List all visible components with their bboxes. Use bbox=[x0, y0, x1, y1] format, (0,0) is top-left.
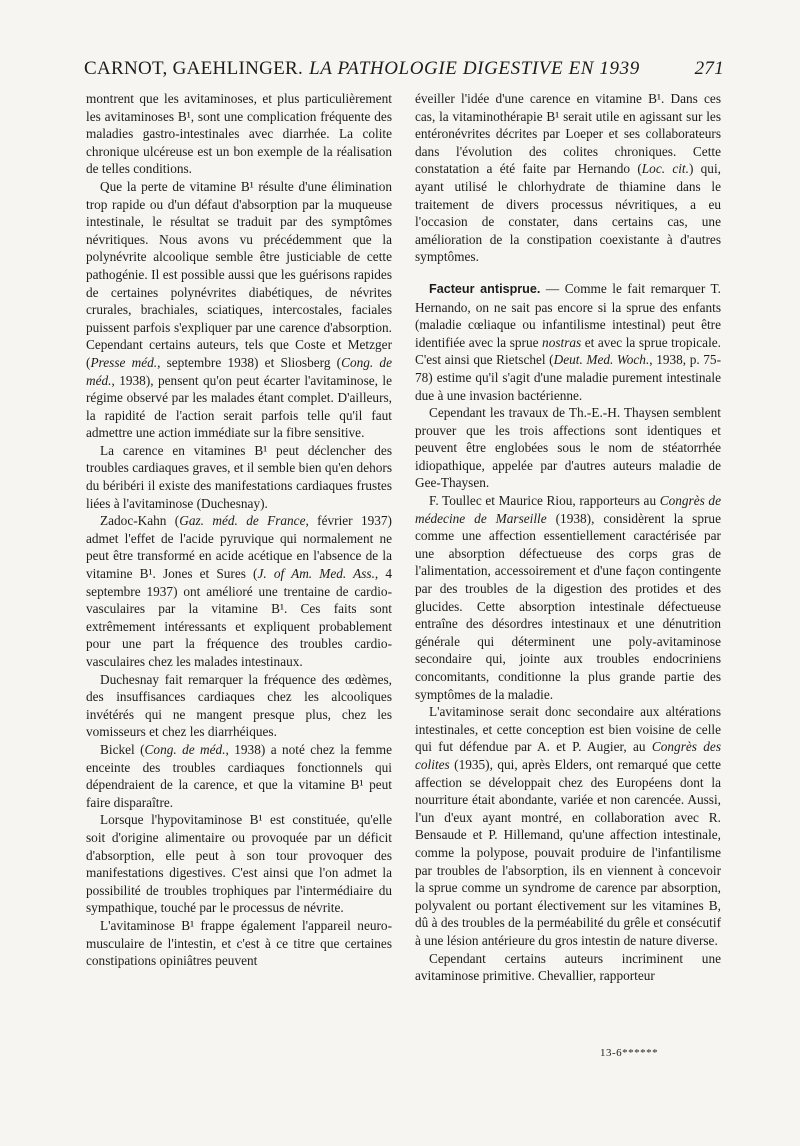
signature-mark: 13-6****** bbox=[600, 1047, 659, 1059]
paragraph: Cependant certains auteurs incriminent une avitaminose primitive. Chevallier, rapporteur bbox=[415, 950, 721, 984]
citation: J. of Am. Med. Ass. bbox=[257, 566, 375, 582]
running-head-authors: CARNOT, GAEHLINGER. bbox=[84, 58, 304, 79]
paragraph: Lorsque l'hypovitaminose B¹ est constituée, qu'elle soit d'origine alimentaire ou provoquée par un déficit d'absorption, elle peut à son tour provoquer des manifestations digestives. C'est ainsi que l'on admet la possibilité de troubles trophiques par l'intermédiaire du sympathique, touché par le processus de névrite. bbox=[86, 812, 392, 916]
citation: Deut. Med. Woch. bbox=[553, 352, 650, 368]
left-column bbox=[86, 90, 392, 970]
citation: Gaz. méd. de France bbox=[179, 513, 306, 529]
paragraph: L'avitaminose B¹ frappe également l'appareil neuro-musculaire de l'intestin, et c'est à ce titre que certaines constipations opiniâtres peuvent bbox=[86, 917, 392, 969]
page-number: 271 bbox=[694, 58, 724, 79]
paragraph: montrent que les avitaminoses, et plus particulièrement les avitaminoses B¹, sont une complication fréquente des maladies gastro-intestinales avec diarrhée. La colite chronique ulcéreuse est un bon exemple de la réalisation de telles conditions. bbox=[86, 91, 392, 177]
paragraph: Bickel (Cong. de méd., 1938) a noté chez la femme enceinte des troubles cardiaques fonctionnels qui dépendraient de la carence, et que la vitamine B¹ peut faire disparaître. bbox=[86, 741, 392, 810]
section-paragraph: Facteur antisprue. — Comme le fait remarquer T. Hernando, on ne sait pas encore si la sprue des enfants (maladie cœliaque ou infantilisme intestinal) peut être identifiée avec la sprue nostras et avec la sprue tropicale. C'est ainsi que Rietschel (Deut. Med. Woch., 1938, p. 75-78) estime qu'il s'agit d'une maladie purement intestinale due à une invasion bactérienne. bbox=[415, 280, 721, 403]
paragraph: Duchesnay fait remarquer la fréquence des œdèmes, des insuffisances cardiaques chez les alcooliques invétérés qui ne mangent presque plus, chez les vomisseurs et chez les diarrhéiques. bbox=[86, 671, 392, 740]
paragraph: Zadoc-Kahn (Gaz. méd. de France, février 1937) admet l'effet de l'acide pyruvique qui normalement ne peut être transformé en acide acétique en l'absence de la vitamine B¹. Jones et Sures (J. of Am. Med. Ass., 4 septembre 1937) ont amélioré une trentaine de cardio-vasculaires par la vitamine B¹. Ces faits sont extrêmement intéressants et expliquent probablement pour une part la fréquence des troubles cardio-vasculaires chez les malades intestinaux. bbox=[86, 513, 392, 669]
paragraph: L'avitaminose serait donc secondaire aux altérations intestinales, et cette conception est bien voisine de celle qui fut défendue par A. et P. Augier, au Congrès des colites (1935), qui, après Elders, ont remarqué que cette affection se développait chez des Européens dont la nourriture était abondante, variée et non carencée. Aussi, l'un d'eux ayant montré, en collaboration avec R. Bensaude et P. Hillemand, qu'une affection intestinale, comme la polypose, pouvait produire de l'infantilisme par troubles de l'absorption, ils en viennent à concevoir la sprue comme un syndrome de carence par absorption, polyvalent ou portant électivement sur les vitamines B, dû à des troubles de la perméabilité du grêle et consécutif à une lésion antérieure du gros intestin de nature diverse. bbox=[415, 704, 721, 948]
paragraph: éveiller l'idée d'une carence en vitamine B¹. Dans ces cas, la vitaminothérapie B¹ serait utile en agissant sur les entéronévrites décrites par Loeper et ses collaborateurs dans l'évolution des colites chroniques. Cette constatation a été faite par Hernando (Loc. cit.) qui, ayant utilisé le chlorhydrate de thiamine dans le traitement de divers processus névritiques, a eu l'occasion de constater, dans certains cas, une amélioration de la constipation coexistante à d'autres symptômes. bbox=[415, 91, 721, 265]
citation: Congrès de médecine de Marseille bbox=[415, 493, 721, 526]
citation: Presse méd. bbox=[90, 354, 158, 370]
right-column bbox=[415, 90, 721, 985]
running-head bbox=[84, 58, 724, 84]
citation: Cong. de méd. bbox=[86, 354, 392, 388]
citation: Cong. de méd. bbox=[144, 741, 226, 757]
citation: Loc. cit. bbox=[641, 161, 689, 177]
paragraph: F. Toullec et Maurice Riou, rapporteurs au Congrès de médecine de Marseille (1938), considèrent la sprue comme une affection essentiellement caractérisée par une absorption défectueuse des corps gras de l'alimentation, accessoirement et d'une façon contingente par des troubles de la digestion des protides et des glucides. Cette absorption intestinale défectueuse entraîne des désordres intestinaux et une dénutrition générale qui déterminent une poly-avitaminose secondaire qui, jointe aux troubles endocriniens concomitants, conditionne la plus grande partie des symptômes de la maladie. bbox=[415, 493, 721, 702]
paragraph: Que la perte de vitamine B¹ résulte d'une élimination trop rapide ou d'un défaut d'absorption par la muqueuse intestinale, le résultat se traduit par des symptômes névritiques. Nous avons vu précédemment que la polynévrite alcoolique semble être justiciable de cette pathogénie. Il est possible aussi que les guérisons rapides de certaines polynévrites diabétiques, de névrites crurales, brachiales, sciatiques, intercostales, faciales puissent parfois s'expliquer par une carence d'absorption. Cependant certains auteurs, tels que Coste et Metzger (Presse méd., septembre 1938) et Sliosberg (Cong. de méd., 1938), pensent qu'on peut écarter l'avitaminose, le régime observé par les malades étant complet. D'ailleurs, la rapidité de l'action serait parfois telle qu'il faut admettre une action immédiate sur la fibre sensitive. bbox=[86, 178, 392, 441]
section-heading: Facteur antisprue. bbox=[429, 281, 541, 296]
paragraph: La carence en vitamines B¹ peut déclencher des troubles cardiaques graves, et il semble bien qu'en dehors du béribéri il existe des manifestations cardiaques frustes liées à l'avitaminose (Duchesnay). bbox=[86, 442, 392, 511]
paragraph: Cependant les travaux de Th.-E.-H. Thaysen semblent prouver que les trois affections sont identiques et peuvent être englobées sous le nom de stéatorrhée idiopathique, appelée par d'autres auteurs maladie de Gee-Thaysen. bbox=[415, 405, 721, 491]
running-head-title: LA PATHOLOGIE DIGESTIVE EN 1939 bbox=[309, 58, 640, 79]
citation: Congrès des colites bbox=[415, 739, 721, 772]
